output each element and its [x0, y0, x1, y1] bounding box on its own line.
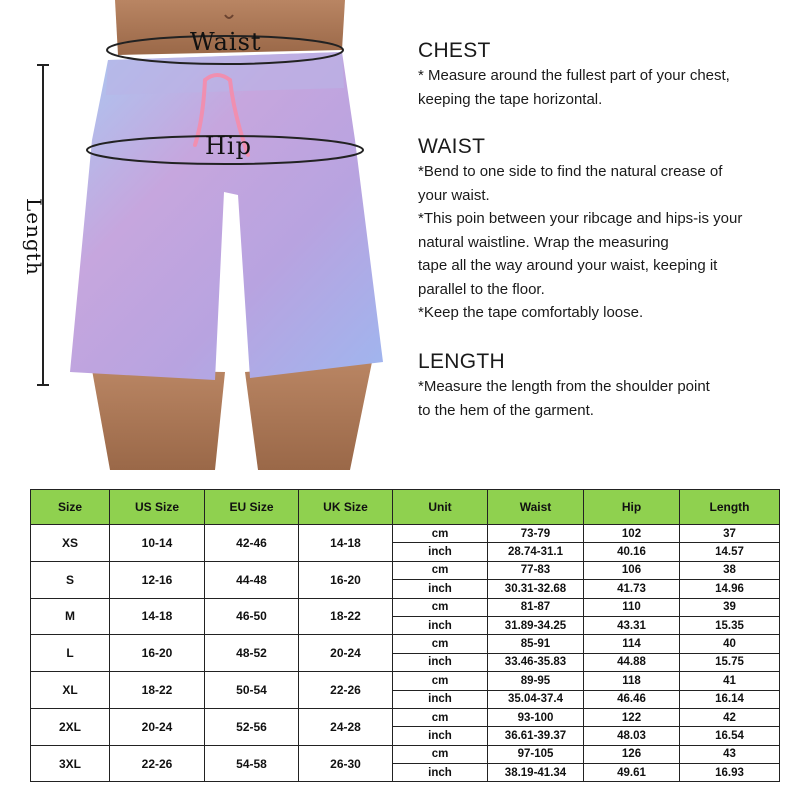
hip-cell: 106 — [584, 561, 680, 579]
waist-cell: 28.74-31.1 — [488, 543, 584, 561]
waist-cell: 81-87 — [488, 598, 584, 616]
length-section — [418, 349, 710, 422]
length-line: to the hem of the garment. — [418, 401, 594, 419]
hip-cell: 122 — [584, 708, 680, 726]
length-line: *Measure the length from the shoulder point — [418, 378, 710, 395]
size-cell: 2XL — [31, 708, 110, 745]
length-cell: 16.54 — [680, 727, 780, 745]
waist-cell: 30.31-32.68 — [488, 580, 584, 598]
unit-cell: cm — [393, 745, 488, 763]
uk-size-cell: 22-26 — [299, 672, 393, 709]
unit-cell: inch — [393, 580, 488, 598]
us-size-cell: 22-26 — [110, 745, 205, 782]
unit-cell: cm — [393, 672, 488, 690]
uk-size-cell: 20-24 — [299, 635, 393, 672]
waist-heading: WAIST — [418, 135, 486, 158]
shorts-shape — [70, 52, 383, 380]
table-row — [31, 672, 780, 690]
table-row — [31, 635, 780, 653]
shorts-model-illustration — [0, 0, 400, 470]
header-waist: Waist — [488, 490, 584, 525]
waist-line: *Keep the tape comfortably loose. — [418, 304, 644, 321]
size-chart-table — [30, 489, 780, 782]
length-heading: LENGTH — [418, 350, 505, 373]
waist-cell: 38.19-41.34 — [488, 764, 584, 782]
length-label-wrap — [18, 198, 48, 278]
eu-size-cell: 54-58 — [205, 745, 299, 782]
eu-size-cell: 42-46 — [205, 525, 299, 562]
waist-cell: 93-100 — [488, 708, 584, 726]
waist-section — [418, 134, 742, 325]
hip-cell: 114 — [584, 635, 680, 653]
table-row — [31, 745, 780, 763]
length-cell: 37 — [680, 525, 780, 543]
header-uk-size: UK Size — [299, 490, 393, 525]
header-length: Length — [680, 490, 780, 525]
header-hip: Hip — [584, 490, 680, 525]
uk-size-cell: 14-18 — [299, 525, 393, 562]
right-leg-shape — [245, 362, 372, 470]
eu-size-cell: 48-52 — [205, 635, 299, 672]
eu-size-cell: 46-50 — [205, 598, 299, 635]
waist-cell: 85-91 — [488, 635, 584, 653]
length-cell: 16.14 — [680, 690, 780, 708]
length-cell: 15.75 — [680, 653, 780, 671]
unit-cell: cm — [393, 635, 488, 653]
header-size: Size — [31, 490, 110, 525]
length-cell: 43 — [680, 745, 780, 763]
waist-line: *This poin between your ribcage and hips-is your — [418, 210, 743, 227]
waist-cell: 36.61-39.37 — [488, 727, 584, 745]
eu-size-cell: 52-56 — [205, 708, 299, 745]
header-us-size: US Size — [110, 490, 205, 525]
unit-cell: inch — [393, 653, 488, 671]
waist-cell: 77-83 — [488, 561, 584, 579]
hip-cell: 118 — [584, 672, 680, 690]
waist-label: Waist — [190, 28, 262, 56]
uk-size-cell: 24-28 — [299, 708, 393, 745]
us-size-cell: 10-14 — [110, 525, 205, 562]
us-size-cell: 14-18 — [110, 598, 205, 635]
eu-size-cell: 50-54 — [205, 672, 299, 709]
waist-cell: 89-95 — [488, 672, 584, 690]
waist-cell: 97-105 — [488, 745, 584, 763]
hip-cell: 48.03 — [584, 727, 680, 745]
left-leg-shape — [92, 370, 225, 470]
size-cell: 3XL — [31, 745, 110, 782]
waist-line: natural waistline. Wrap the measuring — [418, 233, 669, 251]
waist-cell: 33.46-35.83 — [488, 653, 584, 671]
header-eu-size: EU Size — [205, 490, 299, 525]
hip-cell: 46.46 — [584, 690, 680, 708]
hip-cell: 44.88 — [584, 653, 680, 671]
waist-cell: 73-79 — [488, 525, 584, 543]
chest-heading: CHEST — [418, 39, 491, 62]
length-cell: 40 — [680, 635, 780, 653]
length-cell: 15.35 — [680, 616, 780, 634]
uk-size-cell: 16-20 — [299, 561, 393, 598]
waist-line: *Bend to one side to find the natural crease of — [418, 163, 723, 180]
shorts-measurement-figure — [0, 0, 400, 470]
table-header-row — [31, 490, 780, 525]
us-size-cell: 20-24 — [110, 708, 205, 745]
length-cell: 14.57 — [680, 543, 780, 561]
length-cell: 14.96 — [680, 580, 780, 598]
hip-cell: 102 — [584, 525, 680, 543]
size-cell: M — [31, 598, 110, 635]
length-cell: 41 — [680, 672, 780, 690]
hip-label: Hip — [205, 132, 252, 160]
length-cell: 38 — [680, 561, 780, 579]
length-cell: 42 — [680, 708, 780, 726]
us-size-cell: 18-22 — [110, 672, 205, 709]
table-row — [31, 708, 780, 726]
table-row — [31, 525, 780, 543]
unit-cell: inch — [393, 543, 488, 561]
hip-cell: 41.73 — [584, 580, 680, 598]
waistband-shape — [106, 52, 344, 95]
size-cell: S — [31, 561, 110, 598]
length-cell: 16.93 — [680, 764, 780, 782]
length-label: Length — [22, 198, 46, 276]
unit-cell: inch — [393, 690, 488, 708]
waist-cell: 31.89-34.25 — [488, 616, 584, 634]
size-cell: L — [31, 635, 110, 672]
hip-cell: 49.61 — [584, 764, 680, 782]
chest-line: keeping the tape horizontal. — [418, 90, 603, 108]
unit-cell: cm — [393, 708, 488, 726]
us-size-cell: 12-16 — [110, 561, 205, 598]
header-unit: Unit — [393, 490, 488, 525]
hip-cell: 40.16 — [584, 543, 680, 561]
hip-cell: 110 — [584, 598, 680, 616]
unit-cell: cm — [393, 598, 488, 616]
waist-cell: 35.04-37.4 — [488, 690, 584, 708]
uk-size-cell: 18-22 — [299, 598, 393, 635]
table-row — [31, 561, 780, 579]
chest-line: * Measure around the fullest part of your chest, — [418, 67, 730, 84]
table-row — [31, 598, 780, 616]
eu-size-cell: 44-48 — [205, 561, 299, 598]
unit-cell: inch — [393, 616, 488, 634]
uk-size-cell: 26-30 — [299, 745, 393, 782]
unit-cell: cm — [393, 525, 488, 543]
hip-cell: 43.31 — [584, 616, 680, 634]
waist-line: tape all the way around your waist, keeping it — [418, 257, 718, 274]
waist-line: your waist. — [418, 186, 490, 204]
size-cell: XL — [31, 672, 110, 709]
unit-cell: inch — [393, 764, 488, 782]
size-cell: XS — [31, 525, 110, 562]
unit-cell: cm — [393, 561, 488, 579]
length-cell: 39 — [680, 598, 780, 616]
unit-cell: inch — [393, 727, 488, 745]
us-size-cell: 16-20 — [110, 635, 205, 672]
chest-section — [418, 38, 730, 111]
hip-cell: 126 — [584, 745, 680, 763]
waist-line: parallel to the floor. — [418, 280, 545, 298]
